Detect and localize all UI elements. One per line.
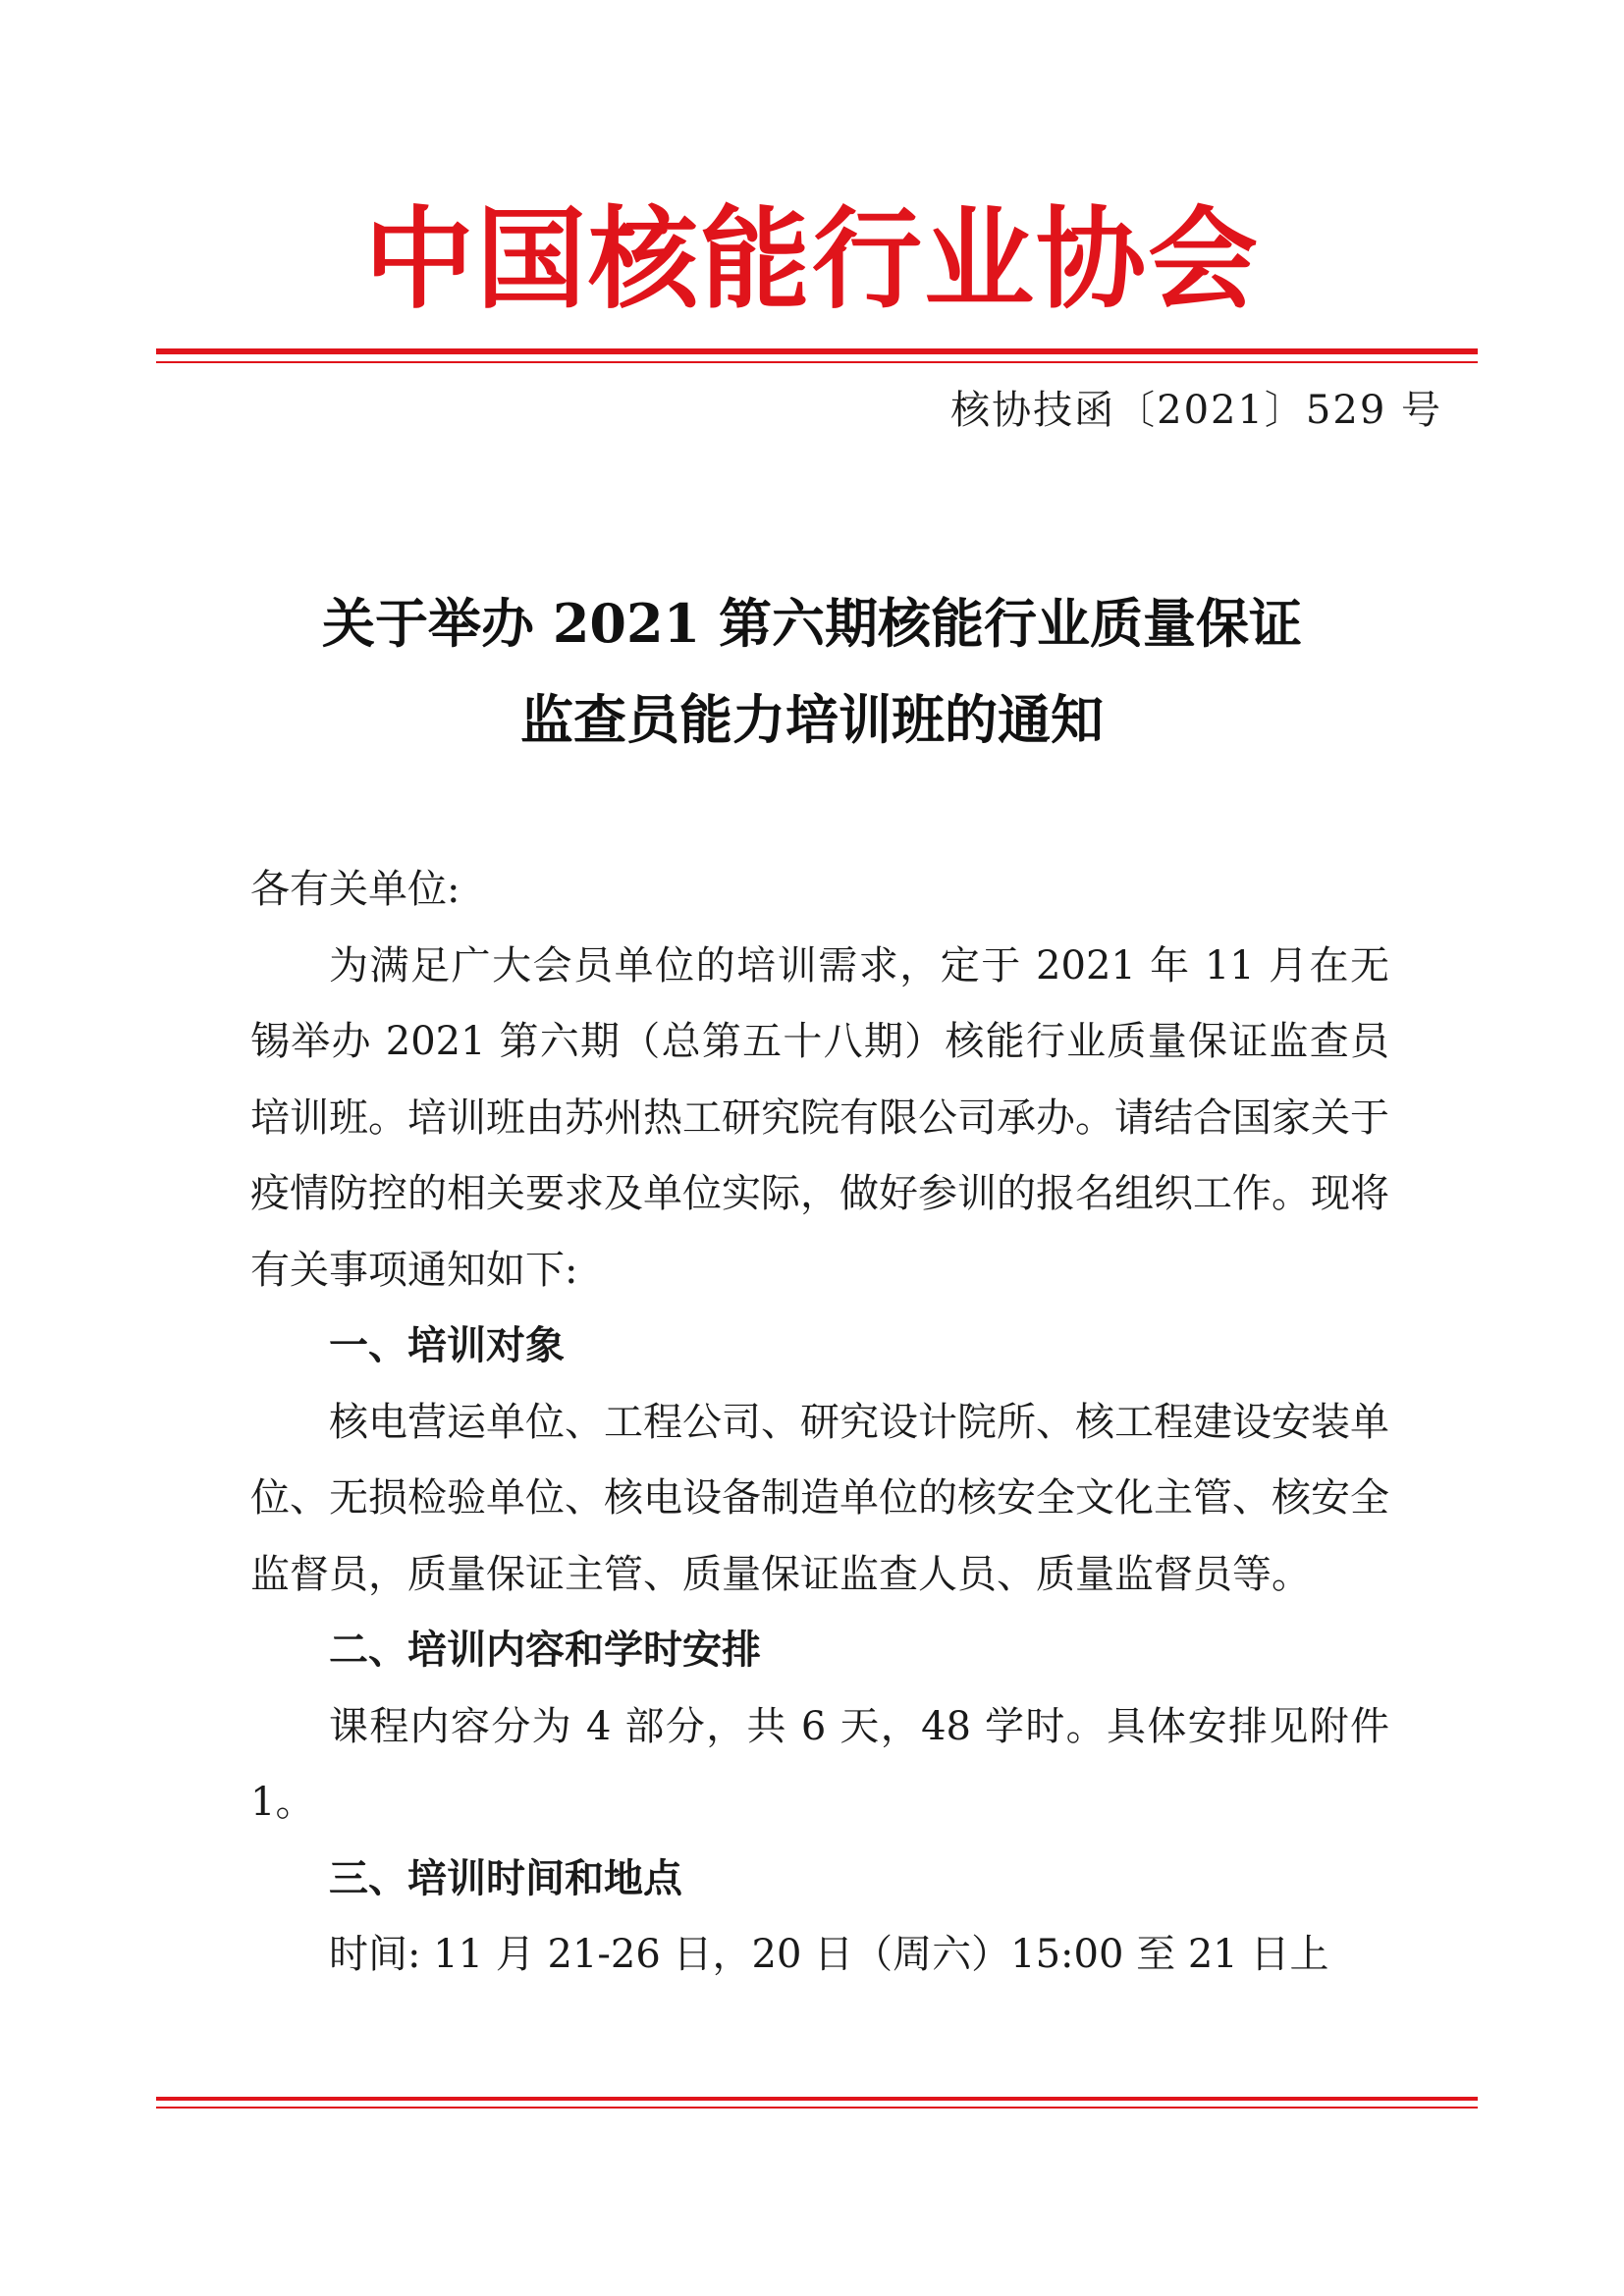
- masthead-divider-thick: [156, 348, 1478, 354]
- section-1-paragraph: 核电营运单位、工程公司、研究设计院所、核工程建设安装单位、无损检验单位、核电设备制造单位的核安全文化主管、核安全监督员，质量保证主管、质量保证监查人员、质量监督员等。: [250, 1399, 1389, 1597]
- organization-masthead: 中国核能行业协会: [364, 195, 1260, 324]
- salutation: 各有关单位:: [250, 867, 460, 912]
- document-number: 核协技函〔2021〕529 号: [950, 388, 1442, 433]
- section-2-heading: 二、培训内容和学时安排: [329, 1628, 761, 1673]
- section-3-heading: 三、培训时间和地点: [329, 1855, 682, 1901]
- document-body: [250, 852, 1389, 1994]
- section-2-paragraph: 课程内容分为 4 部分，共 6 天，48 学时。具体安排见附件 1。: [250, 1703, 1389, 1825]
- document-title-line-2: 监查员能力培训班的通知: [520, 688, 1104, 751]
- footer-divider-thick: [156, 2097, 1478, 2101]
- section-1-heading: 一、培训对象: [329, 1323, 565, 1368]
- masthead-divider-thin: [156, 361, 1478, 363]
- document-title-line-1: 关于举办 2021 第六期核能行业质量保证: [322, 592, 1302, 655]
- section-3-paragraph: 时间: 11 月 21-26 日，20 日（周六）15:00 至 21 日上: [329, 1932, 1329, 1977]
- intro-paragraph: 为满足广大会员单位的培训需求，定于 2021 年 11 月在无锡举办 2021 第六期（总第五十八期）核能行业质量保证监查员培训班。培训班由苏州热工研究院有限公司承办。请结合国家关于疫情防控的相关要求及单位实际，做好参训的报名组织工作。现将有关事项通知如下:: [250, 942, 1389, 1293]
- footer-divider-thin: [156, 2107, 1478, 2109]
